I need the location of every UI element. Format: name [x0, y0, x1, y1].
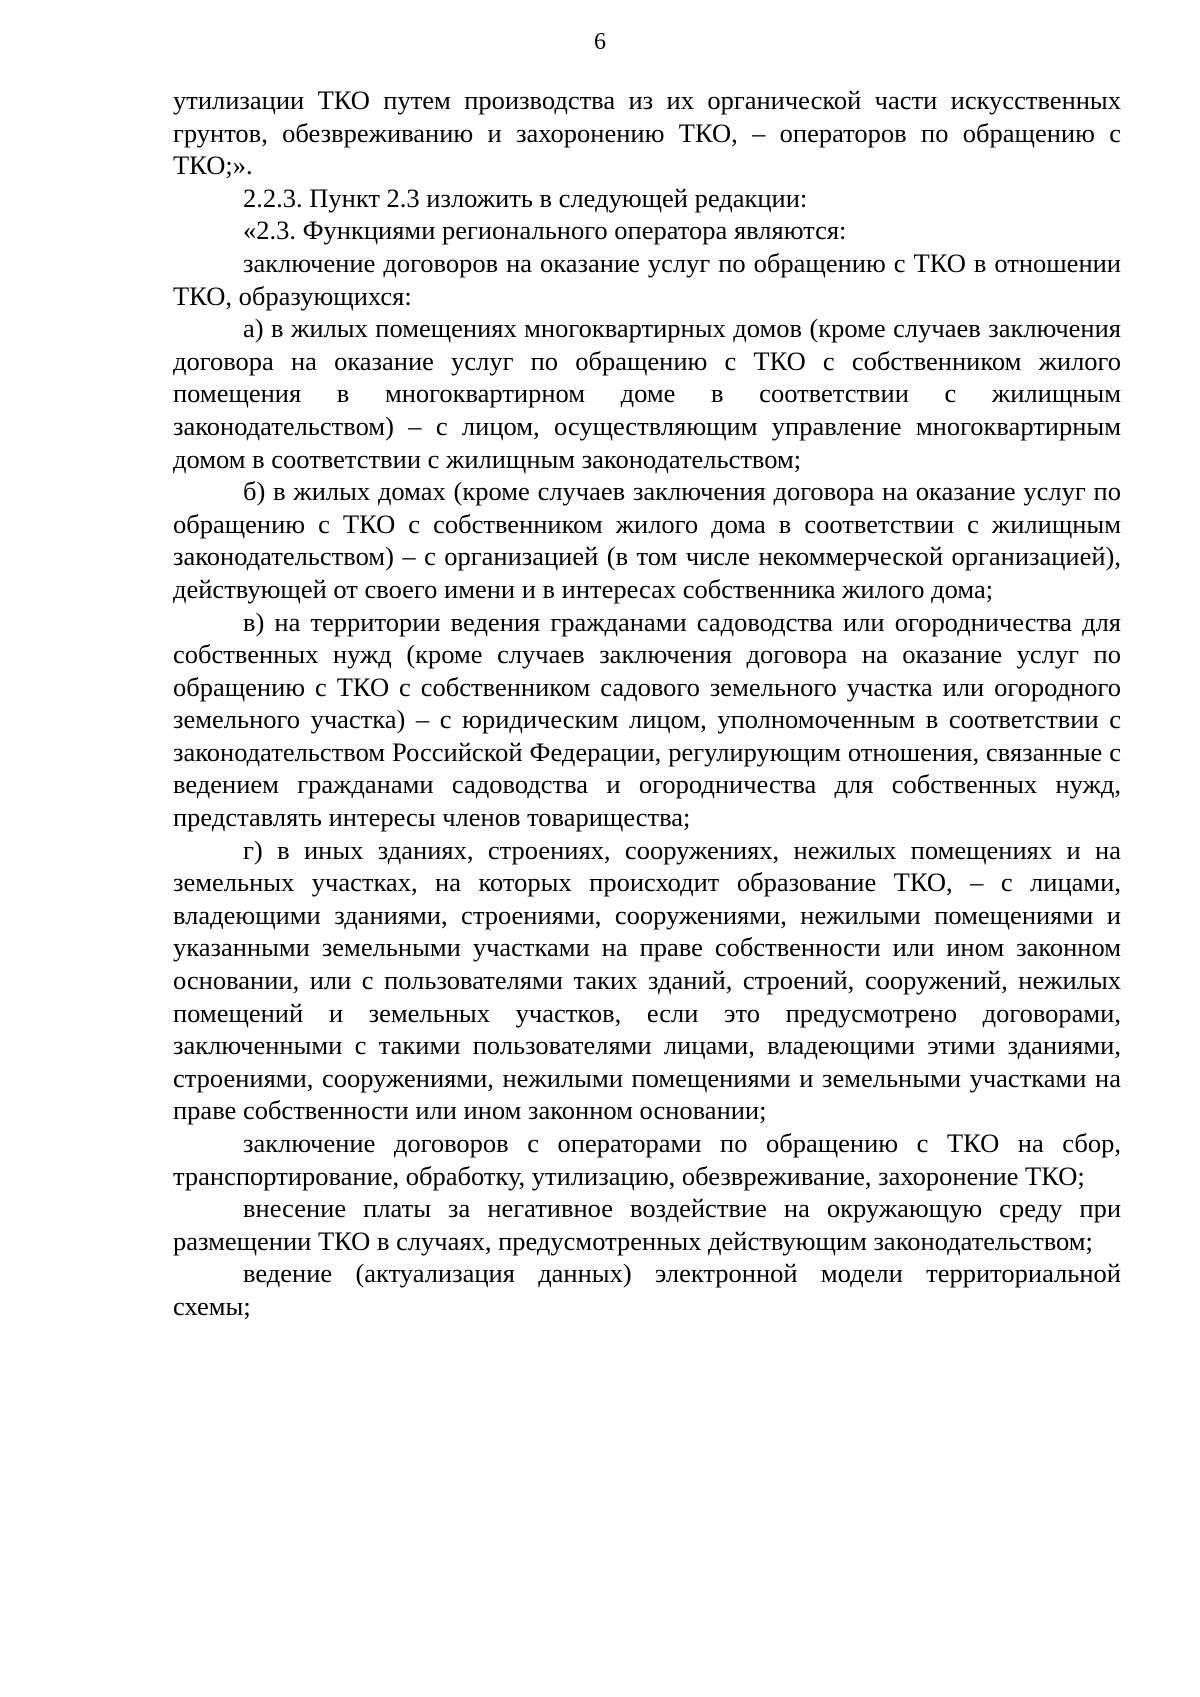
paragraph-item-v: в) на территории ведения гражданами садоводства или огородничества для собственных нужд (кроме случаев заключения договора на оказание услуг по обращению с ТКО с собственником садового земельного участка или огородного земельного участка) – с юридическим лицом, уполномоченным в соответствии с законодательством Российской Федерации, регулирующим отношения, связанные с ведением гражданами садоводства и огородничества для собственных нужд, представлять интересы членов товарищества;: [173, 606, 1121, 833]
paragraph-contracts-intro: заключение договоров на оказание услуг по обращению с ТКО в отношении ТКО, образующихся:: [173, 247, 1121, 311]
paragraph-item-g: г) в иных зданиях, строениях, сооружениях, нежилых помещениях и на земельных участках, на которых происходит образование ТКО, – с лицами, владеющими зданиями, строениями, сооружениями, нежилыми помещениями и указанными земельными участками на праве собственности или ином законном основании, или с пользователями таких зданий, строений, сооружений, нежилых помещений и земельных участков, если это предусмотрено договорами, заключенными с такими пользователями лицами, владеющими этими зданиями, строениями, сооружениями, нежилыми помещениями и земельными участками на праве собственности или ином законном основании;: [173, 834, 1121, 1126]
paragraph-item-a: а) в жилых помещениях многоквартирных домов (кроме случаев заключения договора на оказание услуг по обращению с ТКО с собственником жилого помещения в многоквартирном доме в соответствии с жилищным законодательством) – с лицом, осуществляющим управление многоквартирным домом в соответствии с жилищным законодательством;: [173, 313, 1121, 474]
paragraph-amendment-heading: 2.2.3. Пункт 2.3 изложить в следующей редакции:: [243, 182, 808, 213]
paragraph-functions-intro: «2.3. Функциями регионального оператора являются:: [243, 215, 847, 246]
paragraph-continuation: утилизации ТКО путем производства из их органической части искусственных грунтов, обезвреживанию и захоронению ТКО, – операторов по обращению с ТКО;».: [173, 85, 1121, 181]
paragraph-environmental-fee: внесение платы за негативное воздействие на окружающую среду при размещении ТКО в случаях, предусмотренных действующим законодательством;: [173, 1193, 1121, 1256]
paragraph-operator-contracts: заключение договоров с операторами по обращению с ТКО на сбор, транспортирование, обработку, утилизацию, обезвреживание, захоронение ТКО;: [173, 1128, 1121, 1191]
paragraph-electronic-model: ведение (актуализация данных) электронной модели территориальной схемы;: [173, 1258, 1121, 1321]
document-body: [173, 84, 1121, 1323]
paragraph-item-b: б) в жилых домах (кроме случаев заключения договора на оказание услуг по обращению с ТКО с собственником жилого дома в соответствии с жилищным законодательством) – с организацией (в том числе некоммерческой организацией), действующей от своего имени и в интересах собственника жилого дома;: [173, 476, 1121, 604]
page-number: 6: [594, 29, 606, 55]
